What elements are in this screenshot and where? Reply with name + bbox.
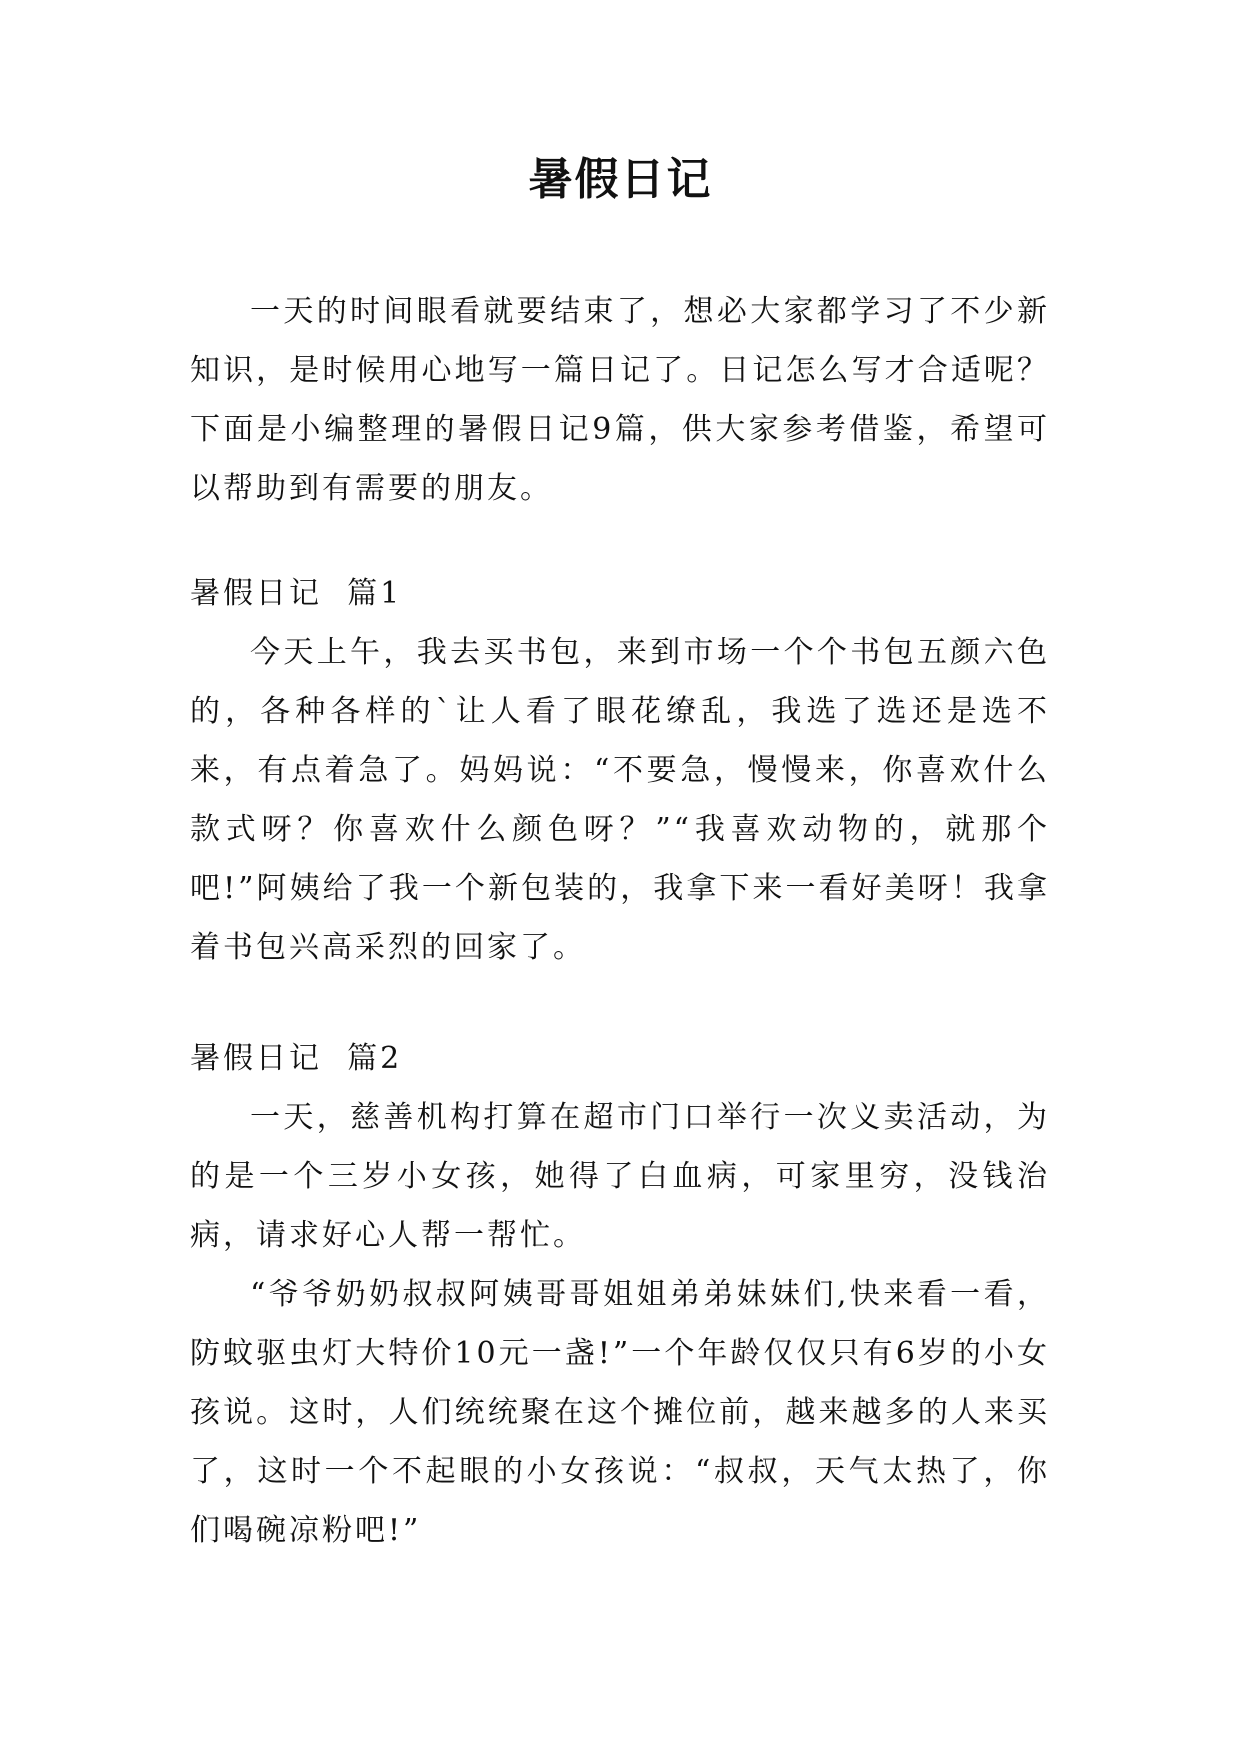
section-2-paragraph-2: “爷爷奶奶叔叔阿姨哥哥姐姐弟弟妹妹们,快来看一看，防蚊驱虫灯大特价10元一盏!”一个年龄仅仅只有6岁的小女孩说。这时，人们统统聚在这个摊位前，越来越多的人来买了，这时一个不起眼的小女孩说：“叔叔，天气太热了，你们喝碗凉粉吧!”: [190, 1277, 1050, 1548]
document-title: 暑假日记: [528, 154, 713, 205]
section-heading-1: 暑假日记 篇1: [190, 576, 403, 611]
section-2-paragraph-1: 一天，慈善机构打算在超市门口举行一次义卖活动，为的是一个三岁小女孩，她得了白血病，可家里穷，没钱治病，请求好心人帮一帮忙。: [190, 1100, 1050, 1253]
section-1-paragraph-1: 今天上午，我去买书包，来到市场一个个书包五颜六色的，各种各样的`让人看了眼花缭乱，我选了选还是选不来，有点着急了。妈妈说：“不要急，慢慢来，你喜欢什么款式呀？你喜欢什么颜色呀？”“我喜欢动物的，就那个吧!”阿姨给了我一个新包装的，我拿下来一看好美呀！我拿着书包兴高采烈的回家了。: [190, 635, 1050, 965]
document-body: [190, 282, 1050, 1560]
intro-paragraph: 一天的时间眼看就要结束了，想必大家都学习了不少新知识，是时候用心地写一篇日记了。日记怎么写才合适呢？下面是小编整理的暑假日记9篇，供大家参考借鉴，希望可以帮助到有需要的朋友。: [190, 294, 1050, 506]
section-heading-2: 暑假日记 篇2: [190, 1041, 403, 1076]
spacer: [190, 518, 1050, 564]
spacer: [190, 977, 1050, 1029]
